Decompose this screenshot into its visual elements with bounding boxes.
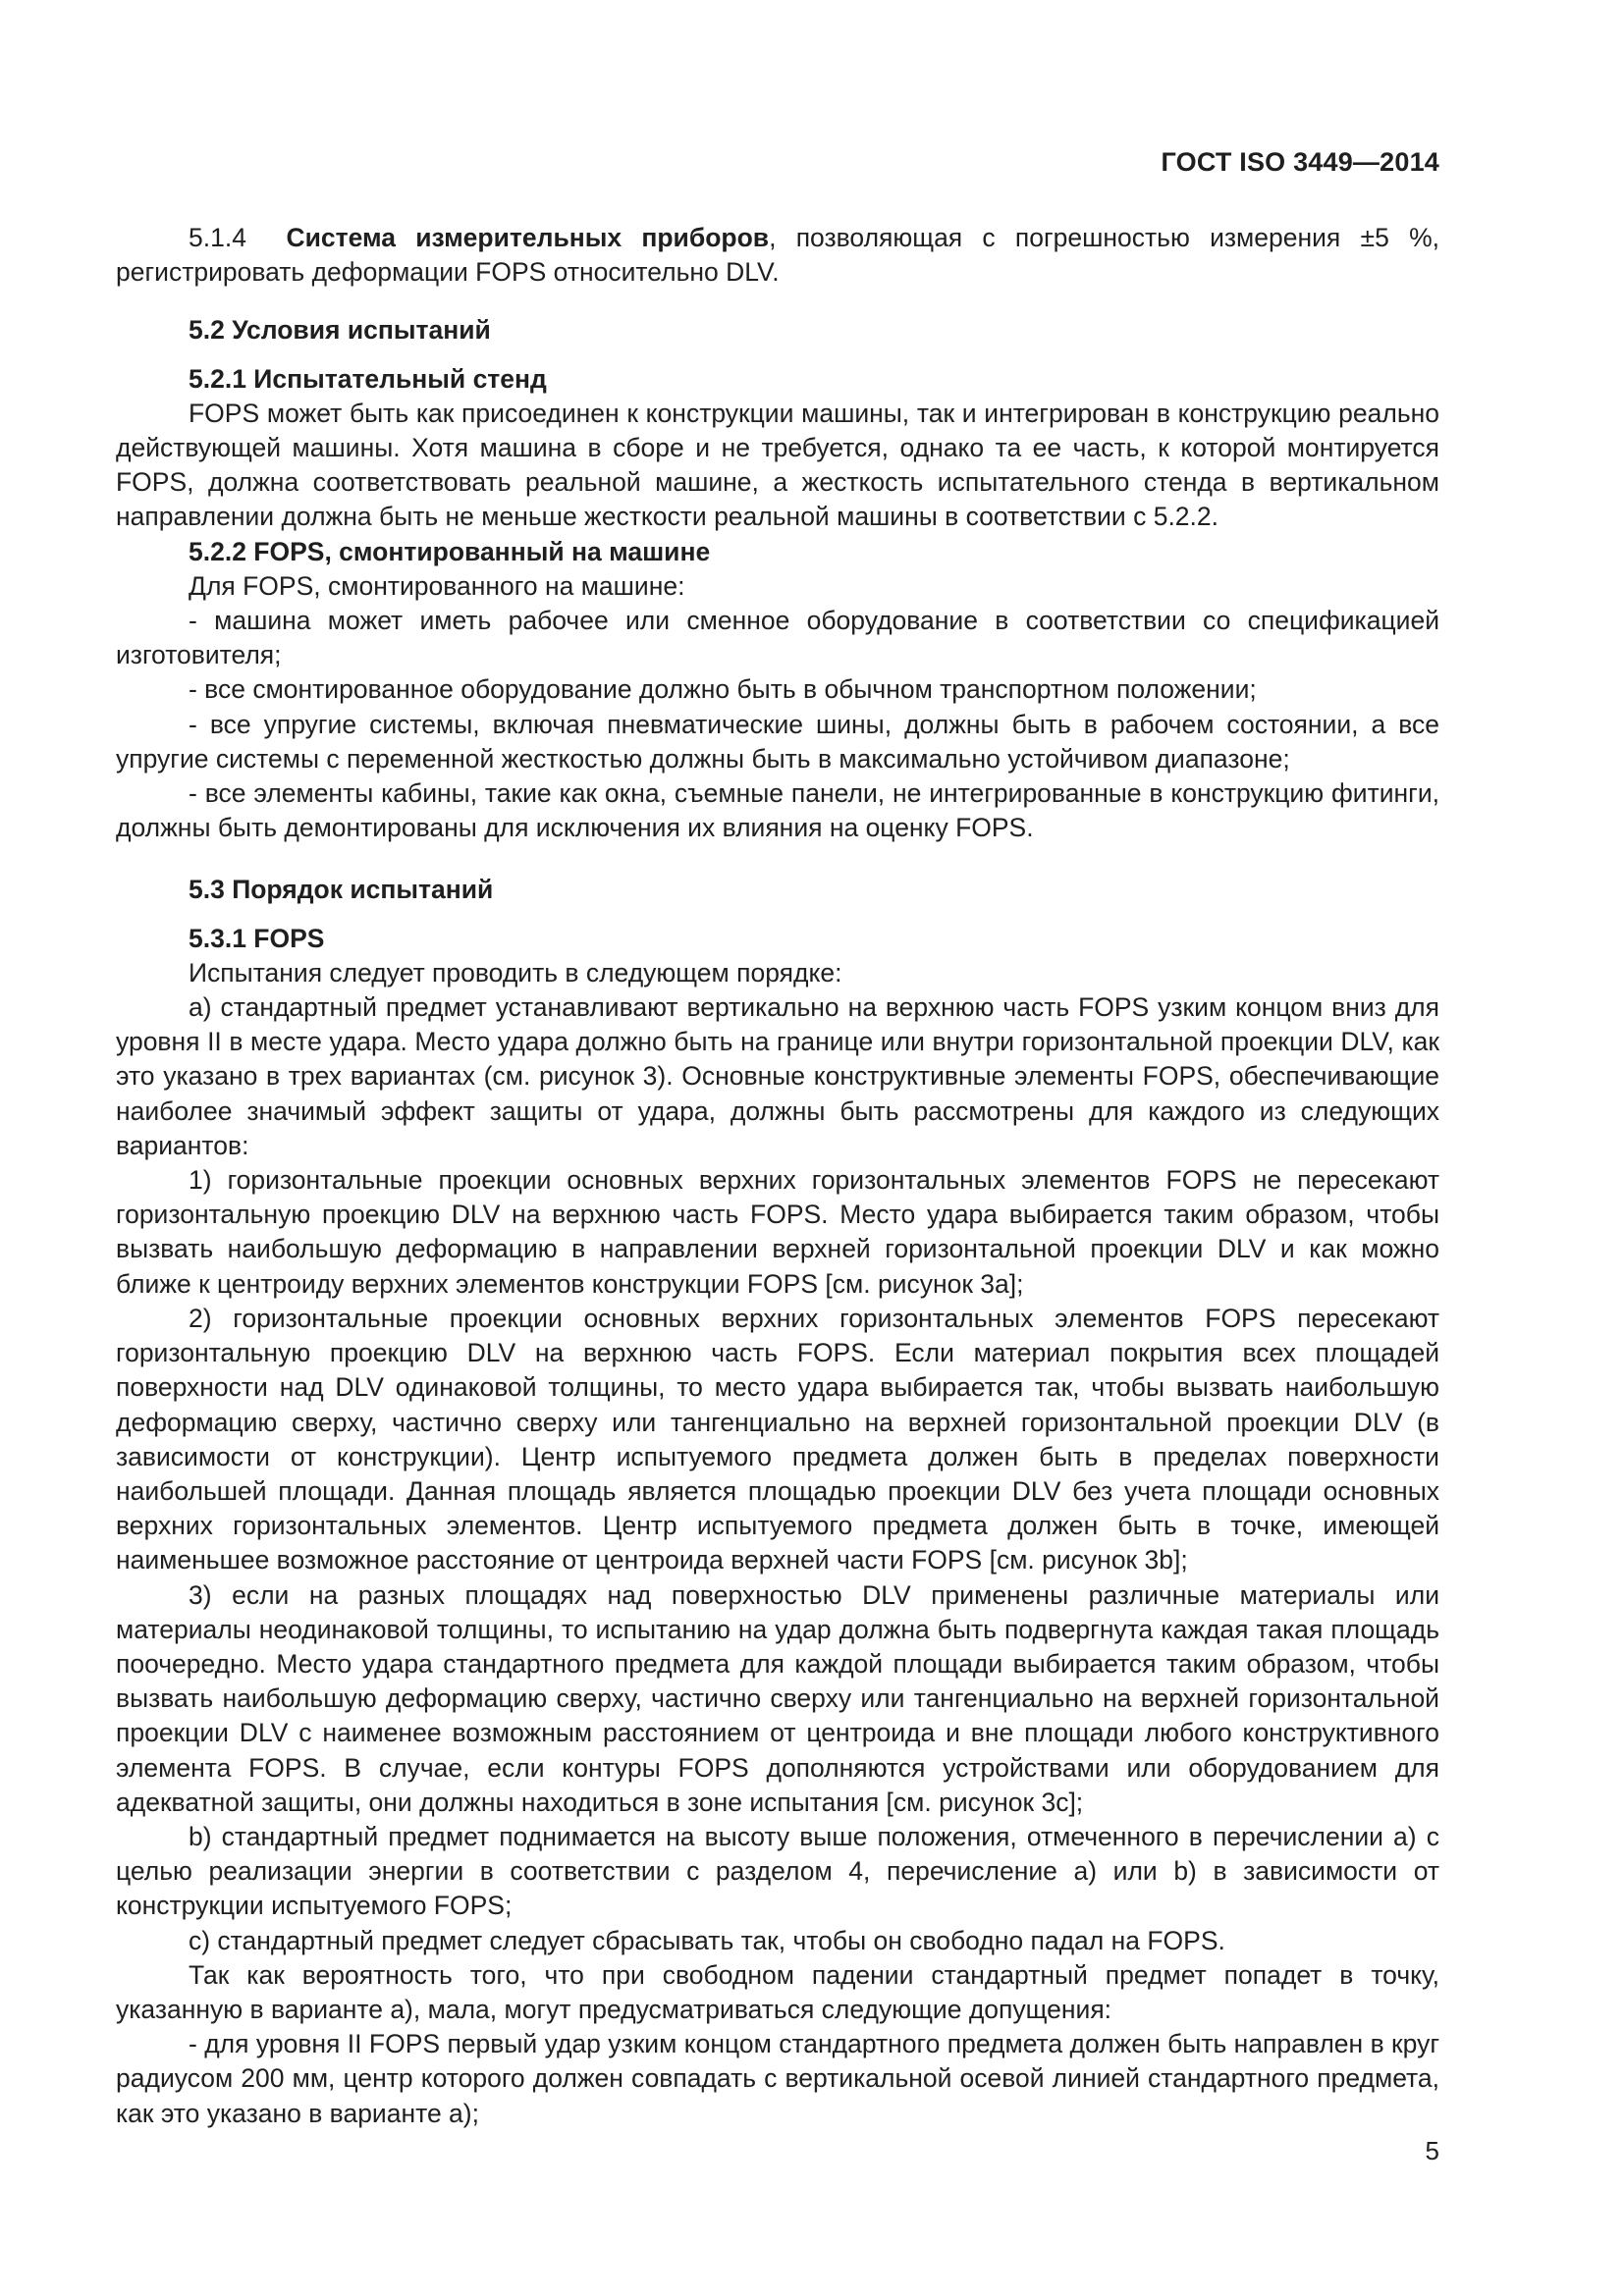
heading-5-2: 5.2 Условия испытаний <box>189 315 491 346</box>
paragraph: - для уровня II FOPS первый удар узким концом стандартного предмета должен быть направлен в круг радиусом 200 мм, центр которого должен совпадать с вертикальной осевой линией стандартного предмета, как это указано в варианте а); <box>116 2029 1439 2128</box>
paragraph: 3) если на разных площадях над поверхностью DLV применены различные материалы или материалы неодинаковой толщины, то испытанию на удар должна быть подвергнута каждая такая площадь поочередно. Место удара стандартного предмета для каждой площади выбирается таким образом, чтобы вызвать наибольшую деформацию сверху, частично сверху или тангенциально на верхней горизонтальной проекции DLV с наименее возможным расстоянием от центроида и вне площади любого конструктивного элемента FOPS. В случае, если контуры FOPS дополняются устройствами или оборудованием для адекватной защиты, они должны находиться в зоне испытания [см. рисунок 3c]; <box>116 1579 1439 1817</box>
standard-header: ГОСТ ISO 3449—2014 <box>1161 147 1439 177</box>
paragraph: Испытания следует проводить в следующем порядке: <box>189 957 842 988</box>
heading-5-3-1: 5.3.1 FOPS <box>189 923 325 953</box>
list-item: - все упругие системы, включая пневматические шины, должны быть в рабочем состоянии, а все упругие системы с переменной жесткостью должны быть в максимально устойчивом диапазоне; <box>116 709 1439 774</box>
page-number: 5 <box>1425 2136 1439 2165</box>
clause-5-1-4 <box>116 221 1439 290</box>
heading-5-3: 5.3 Порядок испытаний <box>189 875 494 905</box>
paragraph: а) стандартный предмет устанавливают вертикально на верхнюю часть FOPS узким концом вниз для уровня II в месте удара. Место удара должно быть на границе или внутри горизонтальной проекции DLV, как это указано в трех вариантах (см. рисунок 3). Основные конструктивные элементы FOPS, обеспечивающие наиболее значимый эффект защиты от удара, должны быть рассмотрены для каждого из следующих вариантов: <box>116 992 1439 1160</box>
paragraph: Так как вероятность того, что при свободном падении стандартный предмет попадет в точку, указанную в варианте а), мала, могут предусматриваться следующие допущения: <box>116 1959 1439 2024</box>
heading-5-2-1: 5.2.1 Испытательный стенд <box>189 363 547 394</box>
paragraph-5-2-2-intro: Для FOPS, смонтированного на машине: <box>189 570 685 601</box>
heading-5-2-2: 5.2.2 FOPS, смонтированный на машине <box>189 536 711 566</box>
paragraph: 2) горизонтальные проекции основных верхних горизонтальных элементов FOPS пересекают горизонтальную проекцию DLV на верхнюю часть FOPS. Если материал покрытия всех площадей поверхности над DLV одинаковой толщины, то место удара выбирается так, чтобы вызвать наибольшую деформацию сверху, частично сверху или тангенциально на верхней горизонтальной проекции DLV (в зависимости от конструкции). Центр испытуемого предмета должен быть в пределах поверхности наибольшей площади. Данная площадь является площадью проекции DLV без учета площади основных верхних горизонтальных элементов. Центр испытуемого предмета должен быть в точке, имеющей наименьшее возможное расстояние от центроида верхней части FOPS [см. рисунок 3b]; <box>116 1303 1439 1575</box>
list-item: - машина может иметь рабочее или сменное оборудование в соответствии со спецификацией изготовителя; <box>116 606 1439 670</box>
paragraph: b) стандартный предмет поднимается на высоту выше положения, отмеченного в перечислении а) с целью реализации энергии в соответствии с разделом 4, перечисление а) или b) в зависимости от конструкции испытуемого FOPS; <box>116 1821 1439 1921</box>
paragraph-5-2-1: FOPS может быть как присоединен к конструкции машины, так и интегрирован в конструкцию реально действующей машины. Хотя машина в сборе и не требуется, однако та ее часть, к которой монтируется FOPS, должна соответствовать реальной машине, а жесткость испытательного стенда в вертикальном направлении должна быть не меньше жесткости реальной машины в соответствии с 5.2.2. <box>116 398 1439 532</box>
clause-text: , позволяющая с погрешностью измерения ±5 %, регистрировать деформации FOPS относительно DLV. <box>116 223 1440 288</box>
clause-lead: Система измерительных приборов <box>286 223 770 252</box>
list-item: - все элементы кабины, такие как окна, съемные панели, не интегрированные в конструкцию фитинги, должны быть демонтированы для исключения их влияния на оценку FOPS. <box>116 778 1439 843</box>
list-item: - все смонтированное оборудование должно быть в обычном транспортном положении; <box>189 674 1257 705</box>
clause-number: 5.1.4 <box>189 223 246 252</box>
paragraph: с) стандартный предмет следует сбрасывать так, чтобы он свободно падал на FOPS. <box>189 1925 1225 1955</box>
document-body <box>116 221 1439 2131</box>
paragraph: 1) горизонтальные проекции основных верхних горизонтальных элементов FOPS не пересекают горизонтальную проекцию DLV на верхнюю часть FOPS. Место удара выбирается таким образом, чтобы вызвать наибольшую деформацию в направлении верхней горизонтальной проекции DLV и как можно ближе к центроиду верхних элементов конструкции FOPS [см. рисунок 3a]; <box>116 1165 1439 1299</box>
